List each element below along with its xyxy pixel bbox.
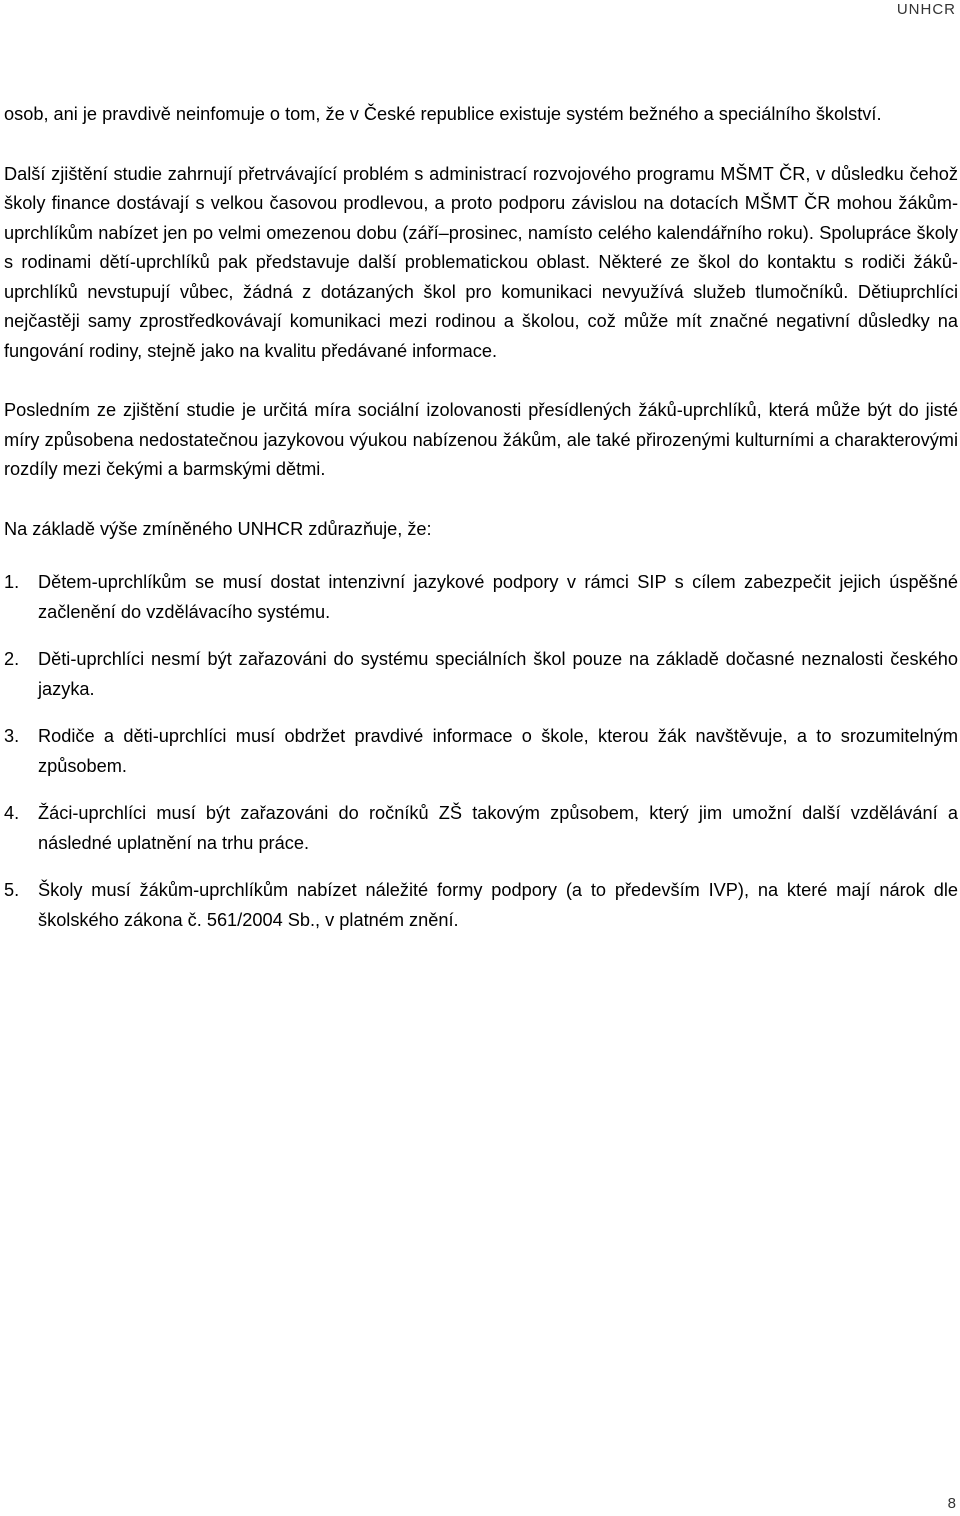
list-item [4, 876, 958, 935]
paragraph-findings: Další zjištění studie zahrnují přetrvávající problém s administrací rozvojového programu MŠMT ČR, v důsledku čehož školy finance dostávají s velkou časovou prodlevou, a proto podporu závislou na dotacích MŠMT ČR mohou žákům-uprchlíkům nabízet jen po velmi omezenou dobu (září–prosinec, namísto celého kalendářního roku). Spolupráce školy s rodinami dětí-uprchlíků pak představuje další problematickou oblast. Některé ze škol do kontaktu s rodiči žáků-uprchlíků nevstupují vůbec, žádná z dotázaných škol pro komunikaci nevyužívá služeb tlumočníků. Dětiuprchlíci nejčastěji samy zprostředkovávají komunikaci mezi rodinou a školou, což může mít značné negativní důsledky na fungování rodiny, stejně jako na kvalitu předávané informace. [4, 163, 958, 361]
recommendations-list [4, 568, 958, 935]
paragraph-recommendations-intro: Na základě výše zmíněného UNHCR zdůrazňuje, že: [4, 518, 432, 539]
list-item [4, 722, 958, 781]
list-item [4, 799, 958, 858]
list-item-text: Žáci-uprchlíci musí být zařazováni do ročníků ZŠ takovým způsobem, který jim umožní další vzdělávání a následné uplatnění na trhu práce. [38, 803, 958, 853]
list-item-text: Dětem-uprchlíkům se musí dostat intenzivní jazykové podpory v rámci SIP s cílem zabezpečit jejich úspěšné začlenění do vzdělávacího systému. [38, 572, 958, 622]
document-body [4, 100, 958, 953]
page-header-org: UNHCR [896, 1, 956, 18]
list-item-number: 5. [4, 880, 20, 900]
list-item-number: 3. [4, 726, 20, 746]
paragraph-isolation: Posledním ze zjištění studie je určitá míra sociální izolovanosti přesídlených žáků-uprchlíků, která může být do jisté míry způsobena nedostatečnou jazykovou výukou nabízenou žákům, ale také přirozenými kulturními a charakterovými rozdíly mezi čekými a barmskými dětmi. [4, 400, 958, 479]
paragraph-continuation: osob, ani je pravdivě neinfomuje o tom, že v České republice existuje systém bežného a speciálního školství. [4, 104, 882, 124]
page-number: 8 [947, 1495, 956, 1512]
list-item-number: 2. [4, 649, 20, 669]
list-item-text: Děti-uprchlíci nesmí být zařazováni do systému speciálních škol pouze na základě dočasné neznalosti českého jazyka. [38, 649, 958, 699]
list-item [4, 568, 958, 627]
list-item [4, 645, 958, 704]
list-item-number: 1. [4, 572, 20, 592]
list-item-text: Rodiče a děti-uprchlíci musí obdržet pravdivé informace o škole, kterou žák navštěvuje, a to srozumitelným způsobem. [38, 726, 958, 776]
list-item-text: Školy musí žákům-uprchlíkům nabízet náležité formy podpory (a to především IVP), na které mají nárok dle školského zákona č. 561/2004 Sb., v platném znění. [38, 880, 958, 930]
list-item-number: 4. [4, 803, 20, 823]
